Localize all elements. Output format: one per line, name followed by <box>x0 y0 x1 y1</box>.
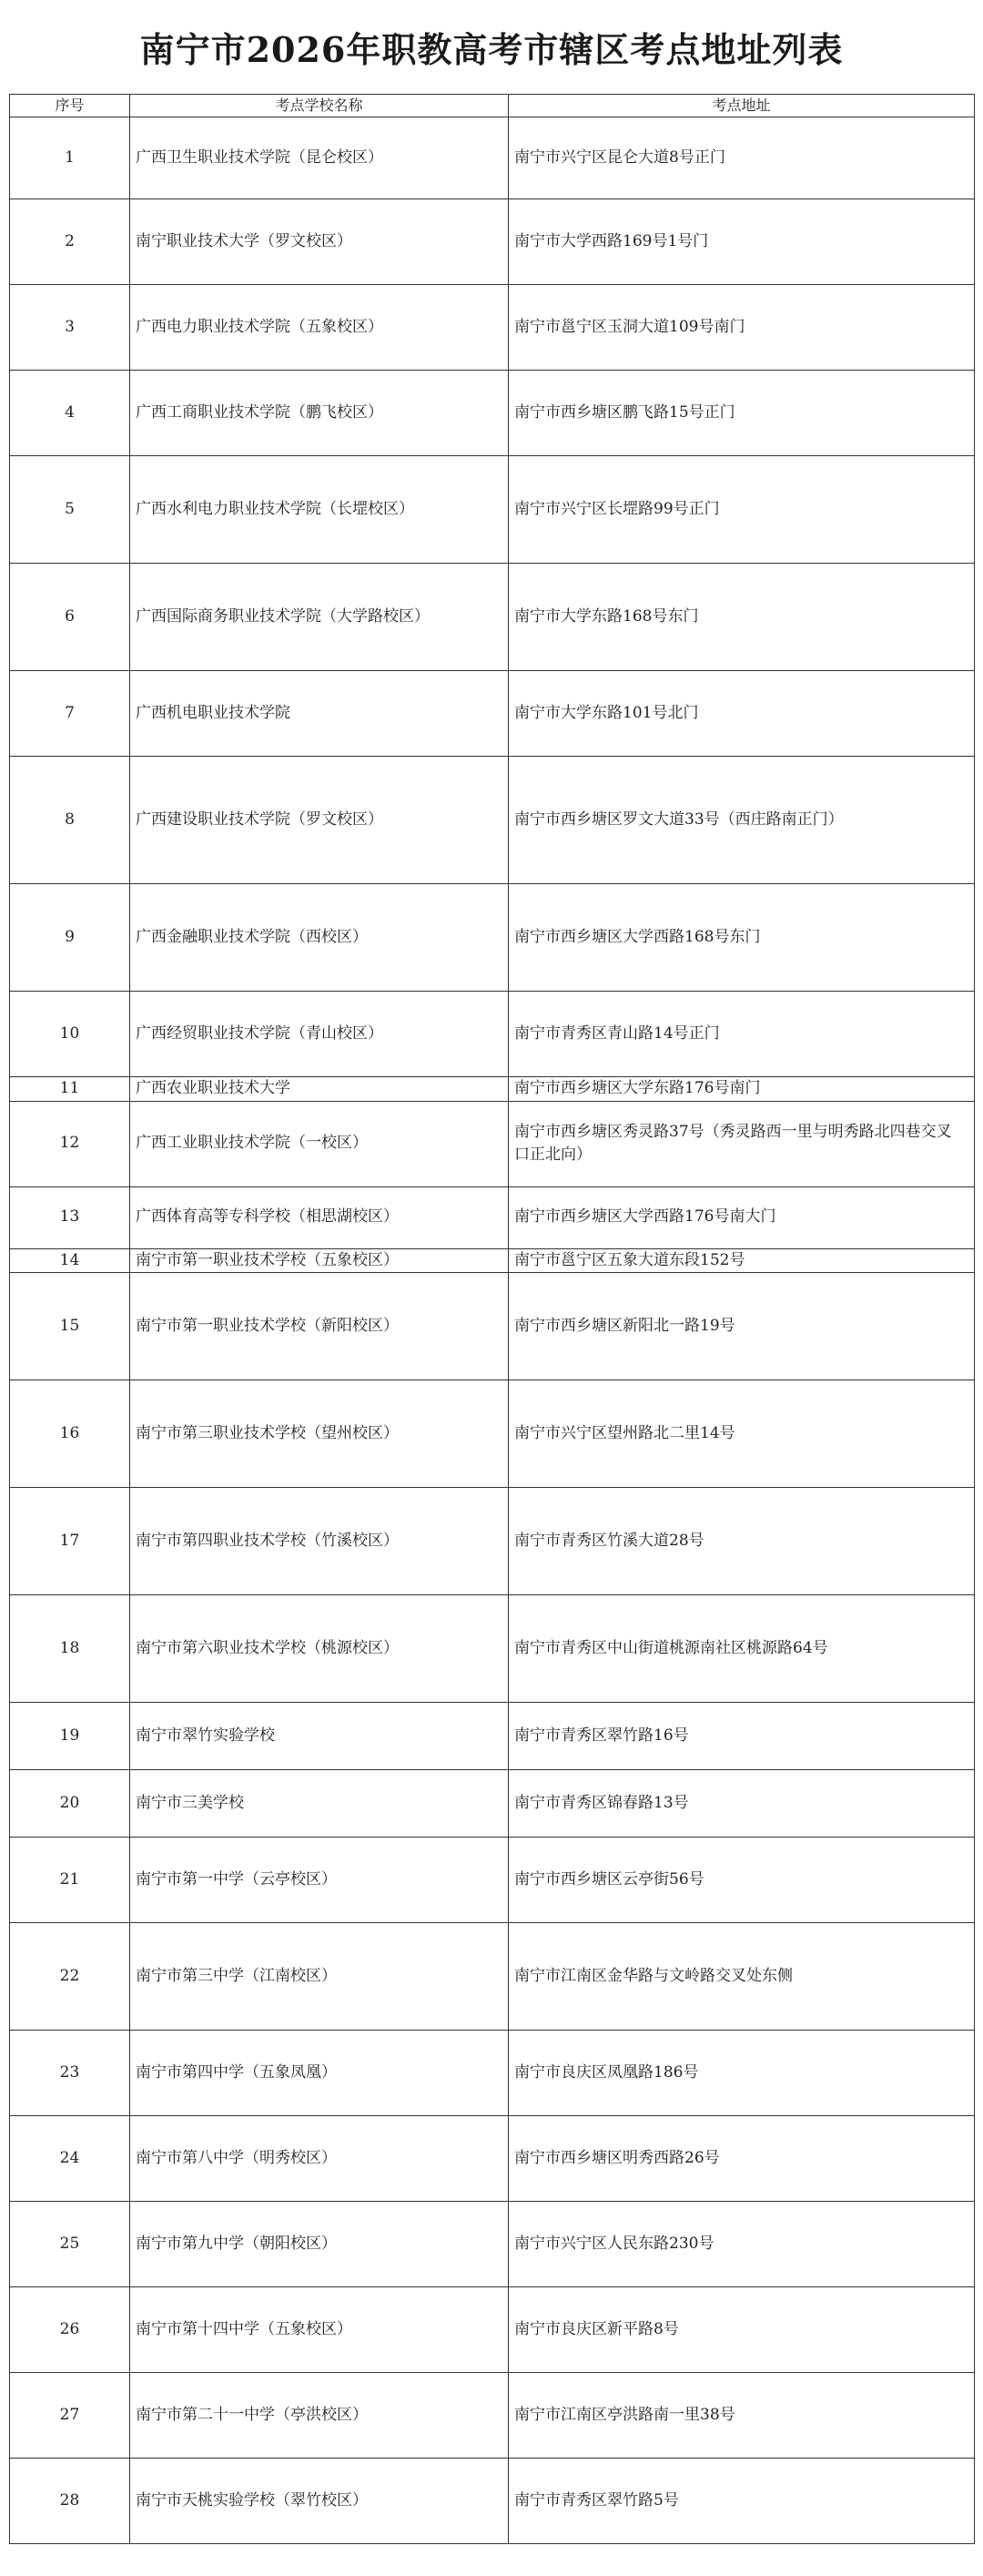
site-address: 南宁市西乡塘区罗文大道33号（西庄路南正门） <box>509 757 975 884</box>
site-address: 南宁市西乡塘区秀灵路37号（秀灵路西一里与明秀路北四巷交叉口正北向） <box>509 1101 975 1186</box>
row-number: 20 <box>10 1770 130 1838</box>
school-name: 南宁市翠竹实验学校 <box>130 1703 509 1770</box>
row-number: 10 <box>10 992 130 1077</box>
table-row <box>10 757 975 884</box>
school-name: 南宁市三美学校 <box>130 1770 509 1838</box>
school-name: 南宁市第一中学（云亭校区） <box>130 1838 509 1923</box>
site-address: 南宁市西乡塘区大学西路176号南大门 <box>509 1186 975 1248</box>
site-address: 南宁市大学西路169号1号门 <box>509 199 975 285</box>
school-name: 南宁市第六职业技术学校（桃源校区） <box>130 1595 509 1703</box>
row-number: 15 <box>10 1273 130 1380</box>
table-row <box>10 1101 975 1186</box>
row-number: 17 <box>10 1488 130 1595</box>
school-name: 南宁市第十四中学（五象校区） <box>130 2287 509 2373</box>
row-number: 22 <box>10 1923 130 2031</box>
school-name: 广西建设职业技术学院（罗文校区） <box>130 757 509 884</box>
row-number: 2 <box>10 199 130 285</box>
table-row <box>10 1595 975 1703</box>
row-number: 13 <box>10 1186 130 1248</box>
table-row <box>10 2116 975 2202</box>
school-name: 广西金融职业技术学院（西校区） <box>130 884 509 992</box>
row-number: 8 <box>10 757 130 884</box>
site-address: 南宁市良庆区新平路8号 <box>509 2287 975 2373</box>
school-name: 广西农业职业技术大学 <box>130 1077 509 1102</box>
row-number: 14 <box>10 1248 130 1273</box>
site-address: 南宁市江南区亭洪路南一里38号 <box>509 2373 975 2459</box>
school-name: 广西体育高等专科学校（相思湖校区） <box>130 1186 509 1248</box>
school-name: 南宁市天桃实验学校（翠竹校区） <box>130 2459 509 2544</box>
table-row <box>10 1923 975 2031</box>
site-address: 南宁市西乡塘区云亭街56号 <box>509 1838 975 1923</box>
table-row <box>10 1703 975 1770</box>
table-row <box>10 1273 975 1380</box>
row-number: 25 <box>10 2202 130 2287</box>
column-header-school: 考点学校名称 <box>130 95 509 117</box>
table-row <box>10 1248 975 1273</box>
site-address: 南宁市青秀区翠竹路5号 <box>509 2459 975 2544</box>
site-address: 南宁市兴宁区长堽路99号正门 <box>509 456 975 564</box>
column-header-no: 序号 <box>10 95 130 117</box>
table-row <box>10 1770 975 1838</box>
site-address: 南宁市西乡塘区明秀西路26号 <box>509 2116 975 2202</box>
row-number: 26 <box>10 2287 130 2373</box>
site-address: 南宁市西乡塘区鹏飞路15号正门 <box>509 371 975 456</box>
table-row <box>10 1488 975 1595</box>
row-number: 1 <box>10 117 130 199</box>
site-address: 南宁市大学东路168号东门 <box>509 564 975 671</box>
school-name: 南宁市第四职业技术学校（竹溪校区） <box>130 1488 509 1595</box>
school-name: 广西国际商务职业技术学院（大学路校区） <box>130 564 509 671</box>
table-row <box>10 2031 975 2116</box>
row-number: 16 <box>10 1380 130 1488</box>
table-row <box>10 199 975 285</box>
table-row <box>10 1186 975 1248</box>
site-address: 南宁市兴宁区人民东路230号 <box>509 2202 975 2287</box>
school-name: 南宁市第二十一中学（亭洪校区） <box>130 2373 509 2459</box>
school-name: 南宁市第三中学（江南校区） <box>130 1923 509 2031</box>
site-address: 南宁市青秀区中山街道桃源南社区桃源路64号 <box>509 1595 975 1703</box>
school-name: 广西经贸职业技术学院（青山校区） <box>130 992 509 1077</box>
site-address: 南宁市兴宁区望州路北二里14号 <box>509 1380 975 1488</box>
table-row <box>10 992 975 1077</box>
school-name: 广西机电职业技术学院 <box>130 671 509 757</box>
row-number: 28 <box>10 2459 130 2544</box>
table-row <box>10 671 975 757</box>
school-name: 南宁职业技术大学（罗文校区） <box>130 199 509 285</box>
row-number: 21 <box>10 1838 130 1923</box>
table-row <box>10 117 975 199</box>
site-address: 南宁市青秀区竹溪大道28号 <box>509 1488 975 1595</box>
school-name: 广西工业职业技术学院（一校区） <box>130 1101 509 1186</box>
site-address: 南宁市兴宁区昆仑大道8号正门 <box>509 117 975 199</box>
row-number: 23 <box>10 2031 130 2116</box>
row-number: 4 <box>10 371 130 456</box>
row-number: 5 <box>10 456 130 564</box>
school-name: 广西电力职业技术学院（五象校区） <box>130 285 509 371</box>
page-title: 南宁市2026年职教高考市辖区考点地址列表 <box>139 29 844 70</box>
site-address: 南宁市西乡塘区大学西路168号东门 <box>509 884 975 992</box>
school-name: 南宁市第一职业技术学校（新阳校区） <box>130 1273 509 1380</box>
table-row <box>10 564 975 671</box>
table-row <box>10 456 975 564</box>
row-number: 9 <box>10 884 130 992</box>
table-header-row <box>10 95 975 117</box>
site-address: 南宁市邕宁区五象大道东段152号 <box>509 1248 975 1273</box>
table-row <box>10 2202 975 2287</box>
site-address: 南宁市青秀区锦春路13号 <box>509 1770 975 1838</box>
school-name: 广西卫生职业技术学院（昆仑校区） <box>130 117 509 199</box>
site-address: 南宁市青秀区翠竹路16号 <box>509 1703 975 1770</box>
row-number: 18 <box>10 1595 130 1703</box>
school-name: 南宁市第九中学（朝阳校区） <box>130 2202 509 2287</box>
row-number: 19 <box>10 1703 130 1770</box>
row-number: 3 <box>10 285 130 371</box>
site-address: 南宁市良庆区凤凰路186号 <box>509 2031 975 2116</box>
table-row <box>10 1380 975 1488</box>
site-address: 南宁市西乡塘区大学东路176号南门 <box>509 1077 975 1102</box>
table-row <box>10 884 975 992</box>
site-address: 南宁市邕宁区玉洞大道109号南门 <box>509 285 975 371</box>
column-header-address: 考点地址 <box>509 95 975 117</box>
table-row <box>10 1838 975 1923</box>
school-name: 南宁市第八中学（明秀校区） <box>130 2116 509 2202</box>
school-name: 南宁市第四中学（五象凤凰） <box>130 2031 509 2116</box>
row-number: 6 <box>10 564 130 671</box>
site-address: 南宁市江南区金华路与文岭路交叉处东侧 <box>509 1923 975 2031</box>
table-row <box>10 2459 975 2544</box>
exam-site-table <box>9 94 975 2544</box>
table-row <box>10 371 975 456</box>
table-row <box>10 1077 975 1102</box>
row-number: 12 <box>10 1101 130 1186</box>
table-row <box>10 2373 975 2459</box>
school-name: 南宁市第三职业技术学校（望州校区） <box>130 1380 509 1488</box>
row-number: 27 <box>10 2373 130 2459</box>
site-address: 南宁市青秀区青山路14号正门 <box>509 992 975 1077</box>
school-name: 广西水利电力职业技术学院（长堽校区） <box>130 456 509 564</box>
site-address: 南宁市西乡塘区新阳北一路19号 <box>509 1273 975 1380</box>
table-row <box>10 2287 975 2373</box>
school-name: 南宁市第一职业技术学校（五象校区） <box>130 1248 509 1273</box>
site-address: 南宁市大学东路101号北门 <box>509 671 975 757</box>
row-number: 7 <box>10 671 130 757</box>
row-number: 11 <box>10 1077 130 1102</box>
row-number: 24 <box>10 2116 130 2202</box>
school-name: 广西工商职业技术学院（鹏飞校区） <box>130 371 509 456</box>
table-row <box>10 285 975 371</box>
